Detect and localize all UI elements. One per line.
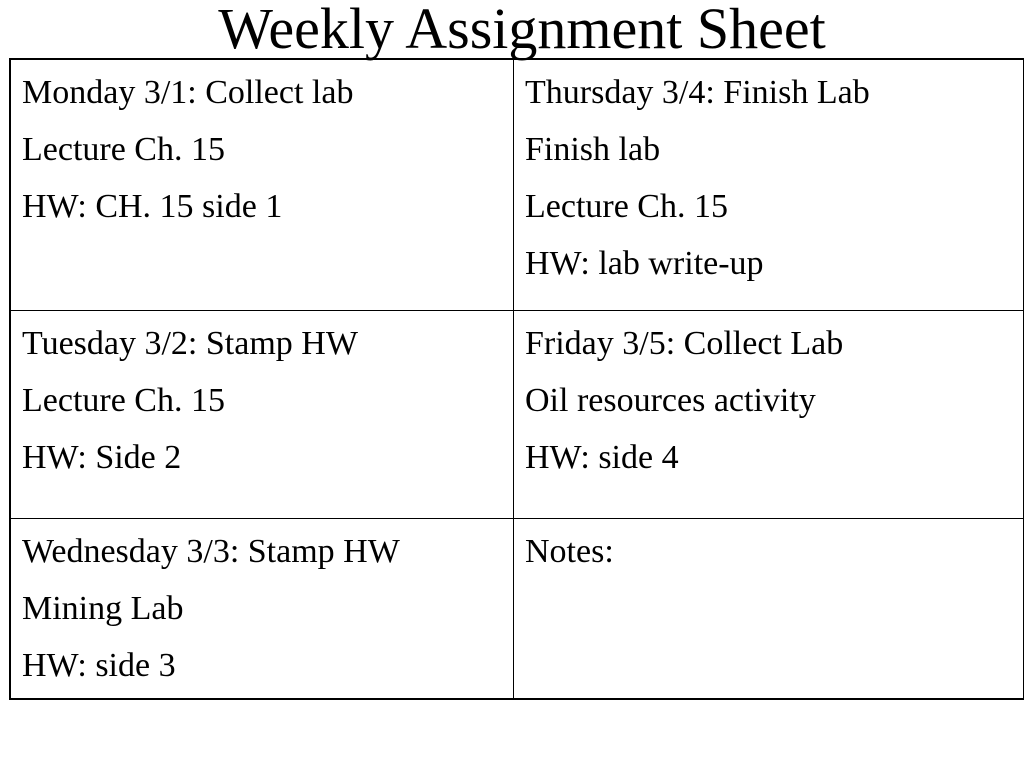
cell-friday [514, 311, 1023, 519]
assignment-line: HW: side 4 [525, 439, 679, 476]
day-heading: Tuesday 3/2: Stamp HW [22, 325, 358, 362]
day-heading: Wednesday 3/3: Stamp HW [22, 533, 400, 570]
day-heading: Friday 3/5: Collect Lab [525, 325, 844, 362]
cell-notes [514, 519, 1023, 698]
assignment-line: Lecture Ch. 15 [22, 131, 225, 168]
assignment-table [9, 58, 1024, 700]
day-heading: Monday 3/1: Collect lab [22, 74, 354, 111]
cell-thursday [514, 60, 1023, 311]
day-heading: Thursday 3/4: Finish Lab [525, 74, 870, 111]
assignment-line: Lecture Ch. 15 [22, 382, 225, 419]
assignment-line: HW: CH. 15 side 1 [22, 188, 283, 225]
cell-tuesday [11, 311, 514, 519]
page-title: Weekly Assignment Sheet [218, 0, 826, 61]
assignment-line: Mining Lab [22, 590, 184, 627]
assignment-line: HW: Side 2 [22, 439, 182, 476]
notes-heading: Notes: [525, 533, 614, 570]
assignment-line: HW: side 3 [22, 647, 176, 684]
assignment-line: Finish lab [525, 131, 661, 168]
assignment-line: HW: lab write-up [525, 245, 764, 282]
cell-wednesday [11, 519, 514, 698]
assignment-line: Oil resources activity [525, 382, 816, 419]
cell-monday [11, 60, 514, 311]
assignment-line: Lecture Ch. 15 [525, 188, 728, 225]
